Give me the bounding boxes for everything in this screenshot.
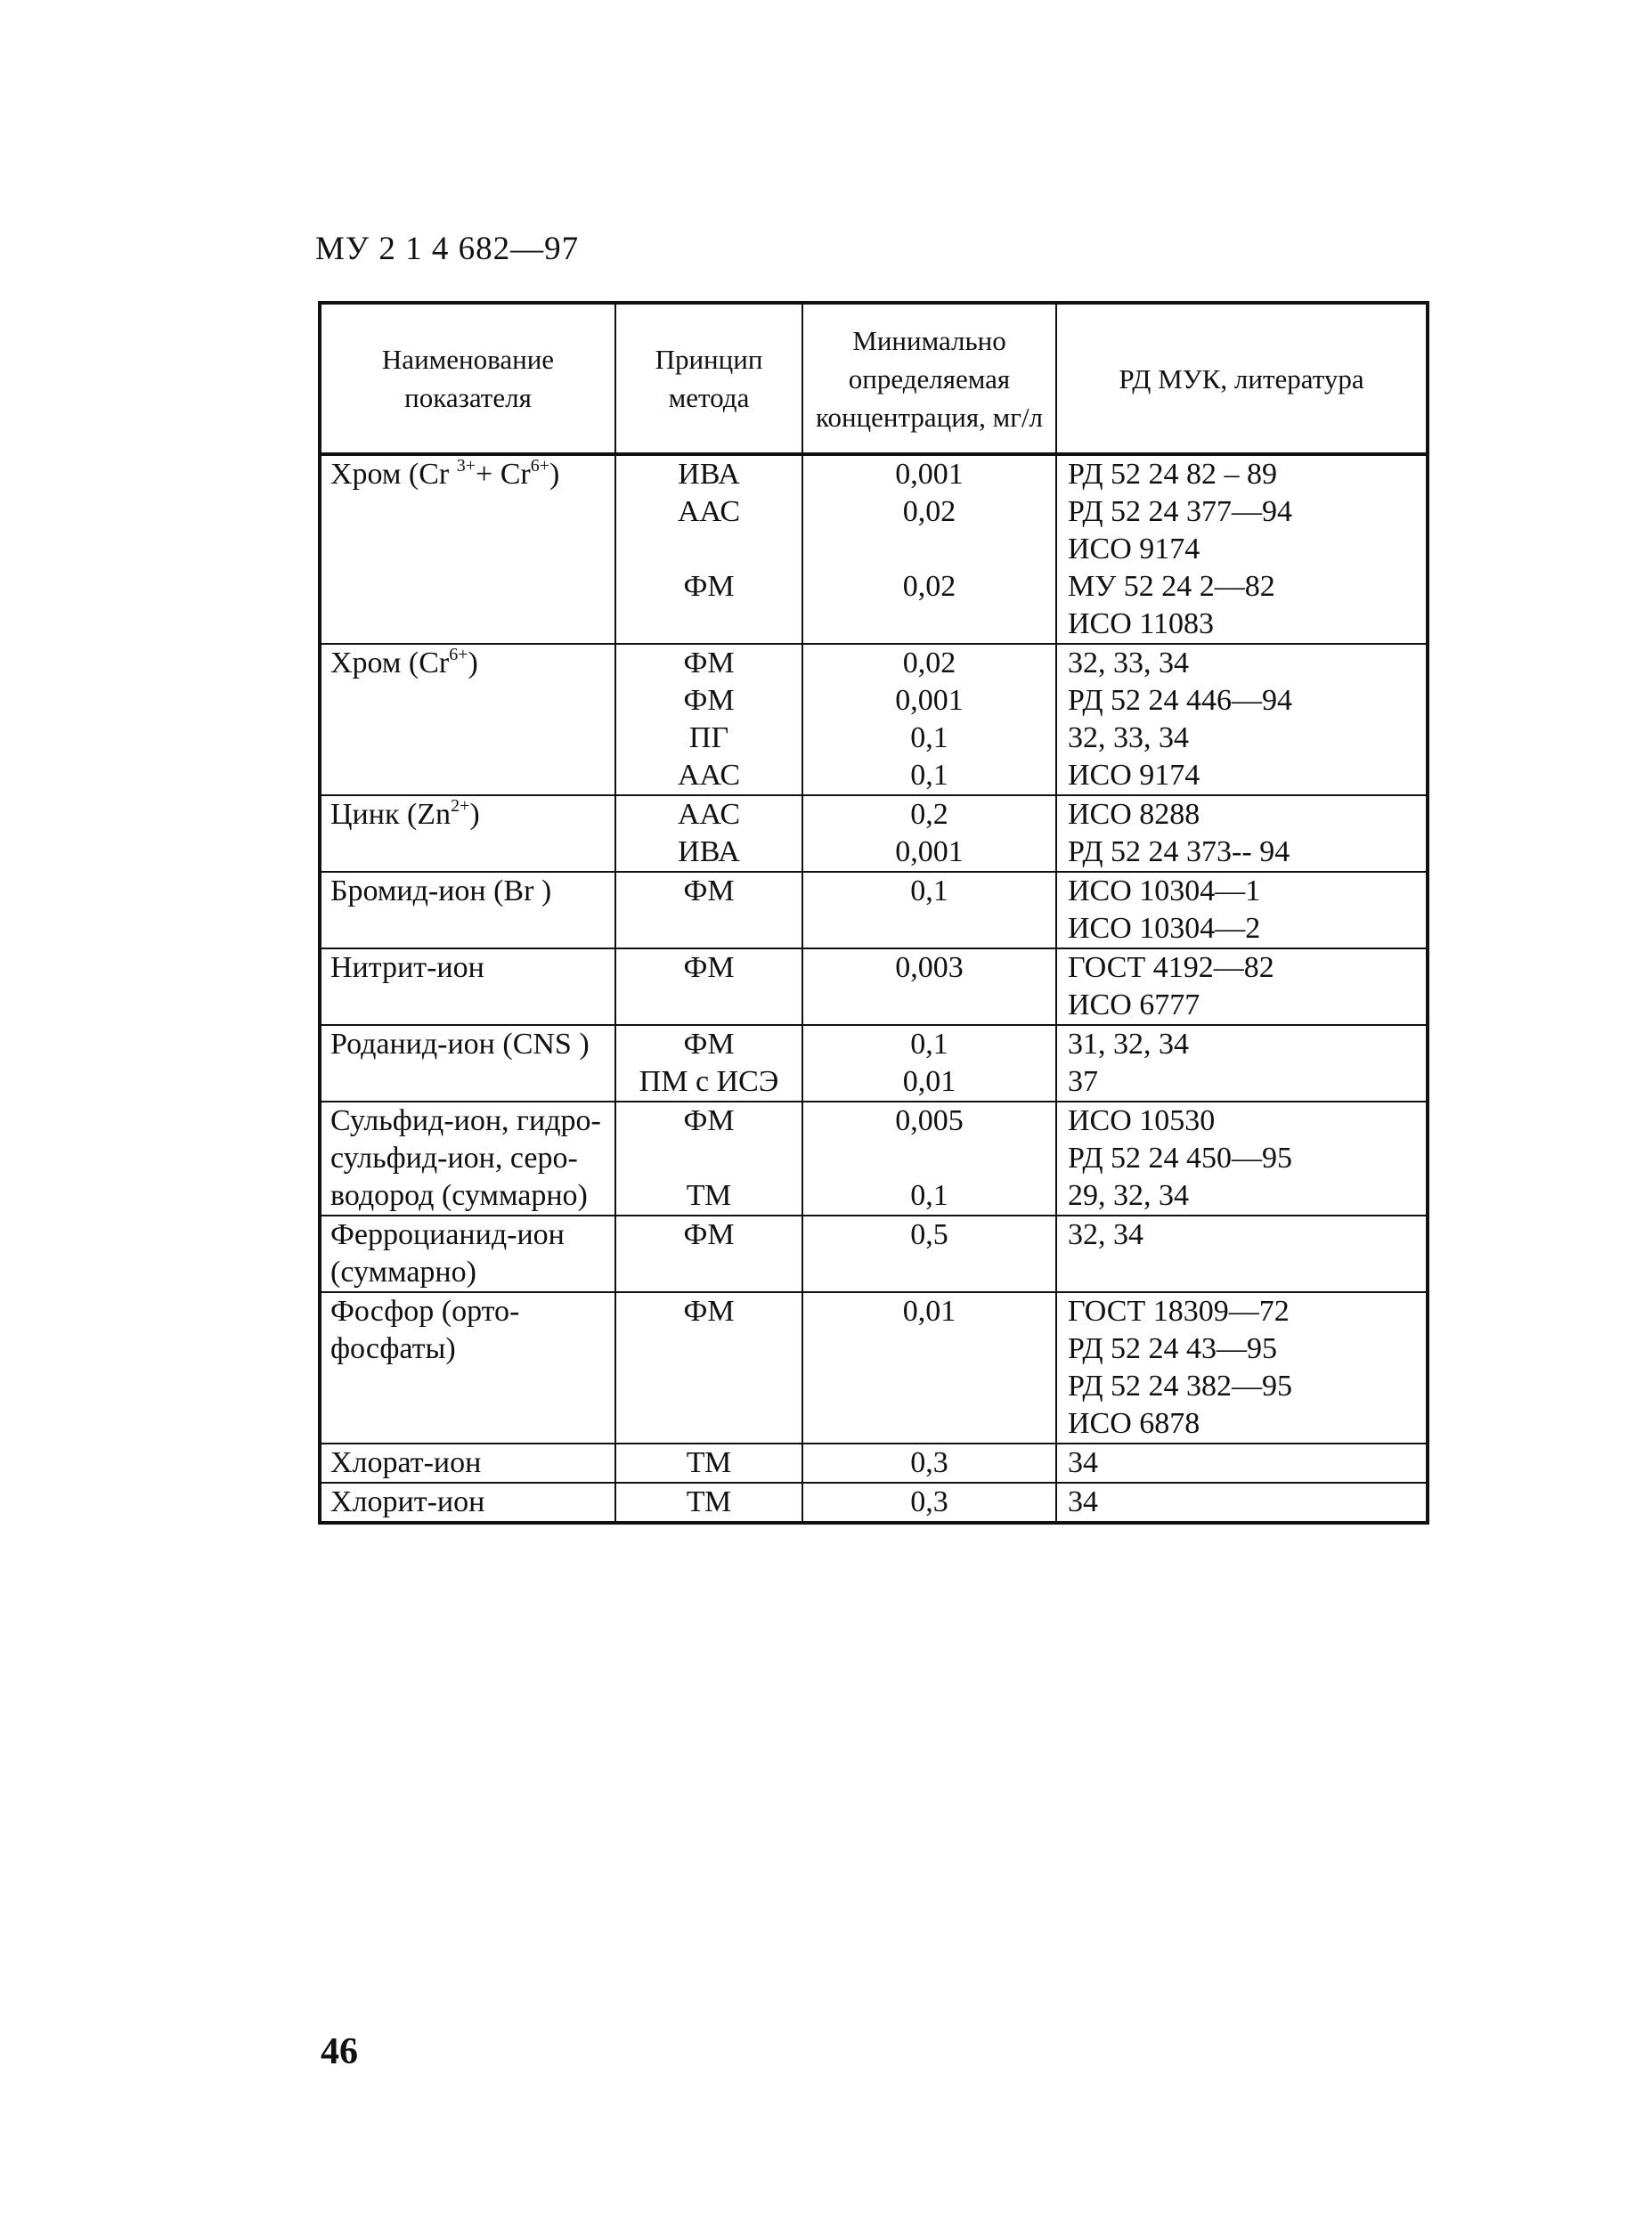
header-references: РД МУК, литература bbox=[1056, 303, 1428, 454]
table-row bbox=[320, 795, 1428, 872]
ion-charge-superscript: 6+ bbox=[530, 455, 549, 476]
concentration-line: 0,003 bbox=[895, 951, 964, 984]
indicator-name-text: ) bbox=[468, 647, 478, 679]
concentration-line bbox=[803, 1368, 1055, 1405]
cell-indicator-name bbox=[320, 1444, 615, 1483]
method-line: ФМ bbox=[683, 570, 735, 603]
reference-line: ГОСТ 18309—72 bbox=[1068, 1295, 1290, 1328]
concentration-line bbox=[803, 987, 1055, 1024]
reference-line: ИСО 6777 bbox=[1068, 988, 1200, 1021]
concentration-line bbox=[803, 910, 1055, 948]
reference-line: 34 bbox=[1068, 1446, 1098, 1479]
cell-method-principle bbox=[615, 454, 802, 644]
method-line: ААС bbox=[677, 759, 741, 792]
methods-table bbox=[318, 301, 1429, 1525]
table-row bbox=[320, 1102, 1428, 1216]
cell-method-principle bbox=[615, 948, 802, 1025]
cell-min-concentration bbox=[802, 1444, 1056, 1483]
table-row bbox=[320, 454, 1428, 644]
indicator-name-line bbox=[330, 1368, 614, 1405]
reference-line: ГОСТ 4192—82 bbox=[1068, 951, 1274, 984]
concentration-line bbox=[803, 531, 1055, 568]
reference-line: ИСО 10304—2 bbox=[1068, 912, 1261, 945]
reference-line: ИСО 9174 bbox=[1068, 533, 1200, 565]
cell-indicator-name bbox=[320, 1216, 615, 1292]
header-method-principle: Принцип метода bbox=[615, 303, 802, 454]
method-line: ФМ bbox=[683, 1295, 735, 1328]
concentration-line: 0,1 bbox=[910, 721, 948, 754]
indicator-name-line bbox=[330, 1405, 614, 1443]
ion-charge-superscript: 3+ bbox=[456, 455, 476, 476]
table-row bbox=[320, 1292, 1428, 1444]
reference-line: ИСО 8288 bbox=[1068, 798, 1200, 831]
indicator-name-text: ) bbox=[469, 798, 480, 831]
indicator-name-line: фосфаты) bbox=[330, 1332, 456, 1365]
cell-references bbox=[1056, 644, 1428, 795]
concentration-line bbox=[803, 1405, 1055, 1443]
method-line: ФМ bbox=[683, 1104, 735, 1137]
indicator-name-text: Хром (Cr bbox=[330, 458, 457, 491]
reference-line: ИСО 10304—1 bbox=[1068, 874, 1261, 907]
cell-references bbox=[1056, 1483, 1428, 1523]
cell-references bbox=[1056, 454, 1428, 644]
concentration-line bbox=[803, 1254, 1055, 1291]
concentration-line bbox=[803, 1140, 1055, 1177]
cell-min-concentration bbox=[802, 948, 1056, 1025]
concentration-line: 0,02 bbox=[902, 570, 956, 603]
cell-method-principle bbox=[615, 1025, 802, 1102]
reference-line: 34 bbox=[1068, 1485, 1098, 1518]
cell-references bbox=[1056, 1102, 1428, 1216]
method-line: ФМ bbox=[683, 1218, 735, 1251]
method-line: ИВА bbox=[678, 835, 740, 868]
method-line: ФМ bbox=[683, 874, 735, 907]
concentration-line: 0,2 bbox=[910, 798, 948, 831]
concentration-line: 0,01 bbox=[902, 1295, 956, 1328]
reference-line: ИСО 10530 bbox=[1068, 1104, 1216, 1137]
concentration-line: 0,001 bbox=[895, 458, 964, 491]
reference-line: ИСО 9174 bbox=[1068, 759, 1200, 792]
method-line: ААС bbox=[677, 495, 741, 528]
concentration-line: 0,02 bbox=[902, 647, 956, 679]
indicator-name-text: Цинк (Zn bbox=[330, 798, 452, 831]
cell-method-principle bbox=[615, 1216, 802, 1292]
method-line: ААС bbox=[677, 798, 741, 831]
method-line: ИВА bbox=[678, 458, 740, 491]
cell-references bbox=[1056, 872, 1428, 948]
ion-charge-superscript: 2+ bbox=[451, 795, 470, 816]
reference-line: 31, 32, 34 bbox=[1068, 1028, 1189, 1061]
method-line: ПМ с ИСЭ bbox=[639, 1065, 779, 1098]
reference-line bbox=[1068, 1254, 1426, 1291]
cell-indicator-name bbox=[320, 1025, 615, 1102]
header-min-concentration: Минимально определяемая концентрация, мг/л bbox=[802, 303, 1056, 454]
cell-method-principle bbox=[615, 1292, 802, 1444]
indicator-name-text: ) bbox=[549, 458, 560, 491]
indicator-name-line bbox=[330, 796, 614, 834]
method-line bbox=[616, 606, 802, 643]
cell-references bbox=[1056, 1292, 1428, 1444]
ion-charge-superscript: 6+ bbox=[449, 644, 468, 664]
reference-line: РД 52 24 446—94 bbox=[1068, 684, 1293, 717]
method-line: ТМ bbox=[686, 1179, 732, 1212]
method-line bbox=[616, 1330, 802, 1368]
table-row bbox=[320, 1025, 1428, 1102]
cell-references bbox=[1056, 1444, 1428, 1483]
reference-line: РД 52 24 450—95 bbox=[1068, 1142, 1293, 1175]
method-line bbox=[616, 1368, 802, 1405]
cell-min-concentration bbox=[802, 1025, 1056, 1102]
concentration-line: 0,001 bbox=[895, 835, 964, 868]
cell-indicator-name bbox=[320, 1483, 615, 1523]
table-body bbox=[320, 454, 1428, 1523]
indicator-name-line: сульфид-ион, серо- bbox=[330, 1142, 578, 1175]
cell-indicator-name bbox=[320, 644, 615, 795]
method-line: ПГ bbox=[688, 721, 729, 754]
methods-table-container bbox=[318, 301, 1426, 1525]
reference-line: РД 52 24 43—95 bbox=[1068, 1332, 1278, 1365]
document-code: МУ 2 1 4 682—97 bbox=[315, 231, 580, 267]
indicator-name-text: Хром (Cr bbox=[330, 647, 450, 679]
header-indicator-name: Наименование показателя bbox=[320, 303, 615, 454]
table-row bbox=[320, 872, 1428, 948]
indicator-name-line: Роданид-ион (CNS ) bbox=[330, 1028, 590, 1061]
concentration-line: 0,1 bbox=[910, 759, 948, 792]
reference-line: 32, 33, 34 bbox=[1068, 647, 1189, 679]
concentration-line bbox=[803, 606, 1055, 643]
page-number: 46 bbox=[321, 2031, 358, 2072]
concentration-line: 0,02 bbox=[902, 495, 956, 528]
method-line bbox=[616, 1140, 802, 1177]
reference-line: 32, 33, 34 bbox=[1068, 721, 1189, 754]
cell-indicator-name bbox=[320, 795, 615, 872]
table-row bbox=[320, 644, 1428, 795]
concentration-line: 0,3 bbox=[910, 1446, 948, 1479]
cell-indicator-name bbox=[320, 1292, 615, 1444]
method-line bbox=[616, 987, 802, 1024]
reference-line: РД 52 24 373-- 94 bbox=[1068, 835, 1290, 868]
indicator-name-line: Ферроцианид-ион bbox=[330, 1218, 565, 1251]
concentration-line: 0,1 bbox=[910, 874, 948, 907]
cell-references bbox=[1056, 795, 1428, 872]
cell-method-principle bbox=[615, 644, 802, 795]
cell-references bbox=[1056, 1025, 1428, 1102]
cell-method-principle bbox=[615, 1483, 802, 1523]
cell-indicator-name bbox=[320, 948, 615, 1025]
method-line: ТМ bbox=[686, 1485, 732, 1518]
indicator-name-line: Фосфор (орто- bbox=[330, 1295, 520, 1328]
concentration-line: 0,1 bbox=[910, 1028, 948, 1061]
indicator-name-line: Бромид-ион (Br ) bbox=[330, 874, 552, 907]
reference-line: ИСО 6878 bbox=[1068, 1407, 1200, 1440]
method-line: ФМ bbox=[683, 684, 735, 717]
concentration-line: 0,3 bbox=[910, 1485, 948, 1518]
cell-method-principle bbox=[615, 1102, 802, 1216]
cell-min-concentration bbox=[802, 454, 1056, 644]
cell-min-concentration bbox=[802, 644, 1056, 795]
table-row bbox=[320, 1216, 1428, 1292]
reference-line: 32, 34 bbox=[1068, 1218, 1143, 1251]
table-row bbox=[320, 1444, 1428, 1483]
reference-line: 29, 32, 34 bbox=[1068, 1179, 1189, 1212]
concentration-line: 0,5 bbox=[910, 1218, 948, 1251]
cell-references bbox=[1056, 948, 1428, 1025]
cell-min-concentration bbox=[802, 1216, 1056, 1292]
method-line: ТМ bbox=[686, 1446, 732, 1479]
cell-min-concentration bbox=[802, 795, 1056, 872]
method-line bbox=[616, 1405, 802, 1443]
concentration-line bbox=[803, 1330, 1055, 1368]
reference-line: РД 52 24 382—95 bbox=[1068, 1370, 1293, 1403]
method-line: ФМ bbox=[683, 951, 735, 984]
indicator-name-line: Хлорит-ион bbox=[330, 1485, 485, 1518]
cell-min-concentration bbox=[802, 872, 1056, 948]
cell-indicator-name bbox=[320, 1102, 615, 1216]
cell-method-principle bbox=[615, 872, 802, 948]
table-row bbox=[320, 1483, 1428, 1523]
method-line bbox=[616, 1254, 802, 1291]
concentration-line: 0,001 bbox=[895, 684, 964, 717]
reference-line: МУ 52 24 2—82 bbox=[1068, 570, 1275, 603]
indicator-name-line: водород (суммарно) bbox=[330, 1179, 588, 1212]
method-line: ФМ bbox=[683, 647, 735, 679]
reference-line: РД 52 24 82 – 89 bbox=[1068, 458, 1278, 491]
reference-line: 37 bbox=[1068, 1065, 1098, 1098]
indicator-name-line: Хлорат-ион bbox=[330, 1446, 482, 1479]
concentration-line: 0,005 bbox=[895, 1104, 964, 1137]
cell-references bbox=[1056, 1216, 1428, 1292]
concentration-line: 0,01 bbox=[902, 1065, 956, 1098]
indicator-name-line: (суммарно) bbox=[330, 1256, 476, 1289]
indicator-name-line: Нитрит-ион bbox=[330, 951, 484, 984]
indicator-name-line bbox=[330, 456, 614, 493]
table-row bbox=[320, 948, 1428, 1025]
cell-min-concentration bbox=[802, 1483, 1056, 1523]
indicator-name-line: Сульфид-ион, гидро- bbox=[330, 1104, 601, 1137]
indicator-name-text: + Cr bbox=[476, 458, 531, 491]
cell-indicator-name bbox=[320, 872, 615, 948]
method-line bbox=[616, 531, 802, 568]
method-line: ФМ bbox=[683, 1028, 735, 1061]
cell-min-concentration bbox=[802, 1102, 1056, 1216]
cell-method-principle bbox=[615, 795, 802, 872]
reference-line: РД 52 24 377—94 bbox=[1068, 495, 1293, 528]
reference-line: ИСО 11083 bbox=[1068, 607, 1215, 640]
cell-indicator-name bbox=[320, 454, 615, 644]
cell-method-principle bbox=[615, 1444, 802, 1483]
indicator-name-line bbox=[330, 645, 614, 682]
method-line bbox=[616, 910, 802, 948]
concentration-line: 0,1 bbox=[910, 1179, 948, 1212]
table-header-row bbox=[320, 303, 1428, 454]
cell-min-concentration bbox=[802, 1292, 1056, 1444]
